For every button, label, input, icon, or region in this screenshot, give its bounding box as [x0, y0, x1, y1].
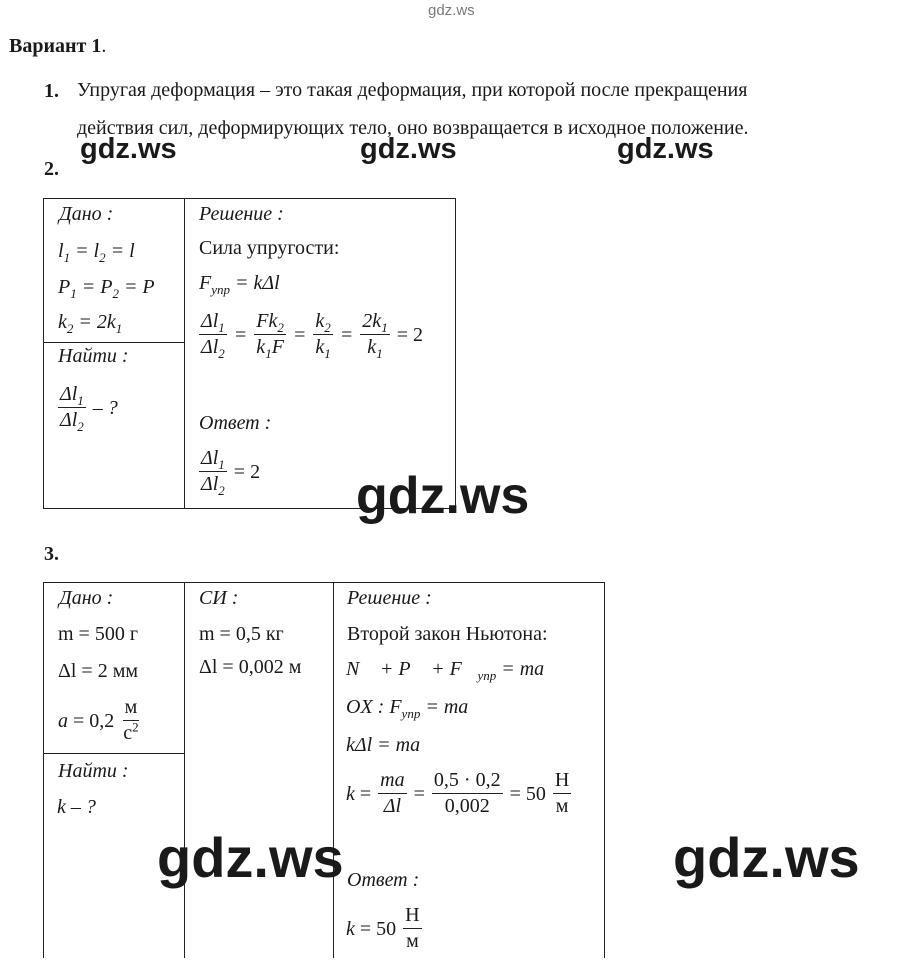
- q2-find-expr: $\frac{\Delta l_1}{\Delta l_2}$ – ?: [60, 383, 118, 434]
- watermark: gdz.ws: [360, 133, 457, 165]
- q2-answer-label: Ответ :: [199, 412, 272, 434]
- q3-answer-label: Ответ :: [347, 869, 420, 891]
- q3-formula-ox: OX : $F_{упр}$ = ma: [346, 696, 469, 721]
- q3-given-mass: m = 500 г: [58, 623, 139, 645]
- watermark: gdz.ws: [157, 826, 344, 889]
- q2-formula-ratio: $\frac{\Delta l_1}{\Delta l_2}$ = $\frac{Fk_2}{k_1F}$ = $\frac{k_2}{k_1}$ = $\frac{2k_1}{k_1}$ = 2: [201, 310, 423, 361]
- q2-given-p: $P_1 = P_2 = P$: [58, 276, 155, 301]
- q3-find-text: k – ?: [57, 796, 96, 818]
- watermark: gdz.ws: [673, 826, 860, 889]
- q3-given-accel: a = 0,2 $\frac{м}{с^2}$: [58, 696, 139, 744]
- q3-number: 3.: [44, 543, 59, 565]
- q2-answer-expr: $\frac{\Delta l_1}{\Delta l_2}$ = 2: [201, 447, 261, 498]
- q3-find-label: Найти :: [58, 760, 129, 782]
- q3-si-label: СИ :: [199, 587, 239, 609]
- q2-given-k: $k_2 = 2k_1$: [58, 311, 123, 336]
- q2-find-label: Найти :: [58, 345, 129, 367]
- q3-given-label: Дано :: [59, 587, 114, 609]
- q2-given-l: $l_1 = l_2 = l$: [58, 240, 135, 265]
- q2-solution-text: Сила упругости:: [199, 237, 340, 259]
- q3-formula-k: k = $\frac{ma}{\Delta l}$ = $\frac{0,5 \cdot 0,2}{0,002}$ = 50 $\frac{Н}{м}$: [346, 769, 570, 817]
- q2-given-label: Дано :: [59, 203, 114, 225]
- q3-si-dl: Δl = 0,002 м: [199, 656, 302, 678]
- q1-line2: действия сил, деформирующих тело, оно возвращается в исходное положение.: [77, 117, 749, 139]
- q3-answer-expr: k = 50 $\frac{Н}{м}$: [346, 904, 420, 952]
- q3-formula-kdl: kΔl = ma: [346, 734, 421, 756]
- q2-solution-label: Решение :: [199, 203, 284, 225]
- q3-given-dl: Δl = 2 мм: [58, 660, 139, 682]
- q2-formula-force: $F_{упр} = k\Delta l$: [199, 272, 280, 297]
- q1-number: 1.: [44, 80, 59, 102]
- q3-si-mass: m = 0,5 кг: [199, 623, 284, 645]
- q3-solution-label: Решение :: [347, 587, 432, 609]
- site-label[interactable]: gdz.ws: [428, 2, 475, 19]
- q1-line1: Упругая деформация – это такая деформация, при которой после прекращения: [77, 79, 748, 101]
- q2-number: 2.: [44, 158, 59, 180]
- q3-solution-text: Второй закон Ньютона:: [347, 623, 548, 645]
- watermark: gdz.ws: [617, 133, 714, 165]
- watermark: gdz.ws: [80, 133, 177, 165]
- watermark: gdz.ws: [356, 467, 530, 525]
- variant-title: Вариант 1.: [9, 35, 107, 57]
- q3-formula-newton: N⃗ + P⃗ + $F⃗_{упр}$ = ma⃗: [346, 658, 560, 683]
